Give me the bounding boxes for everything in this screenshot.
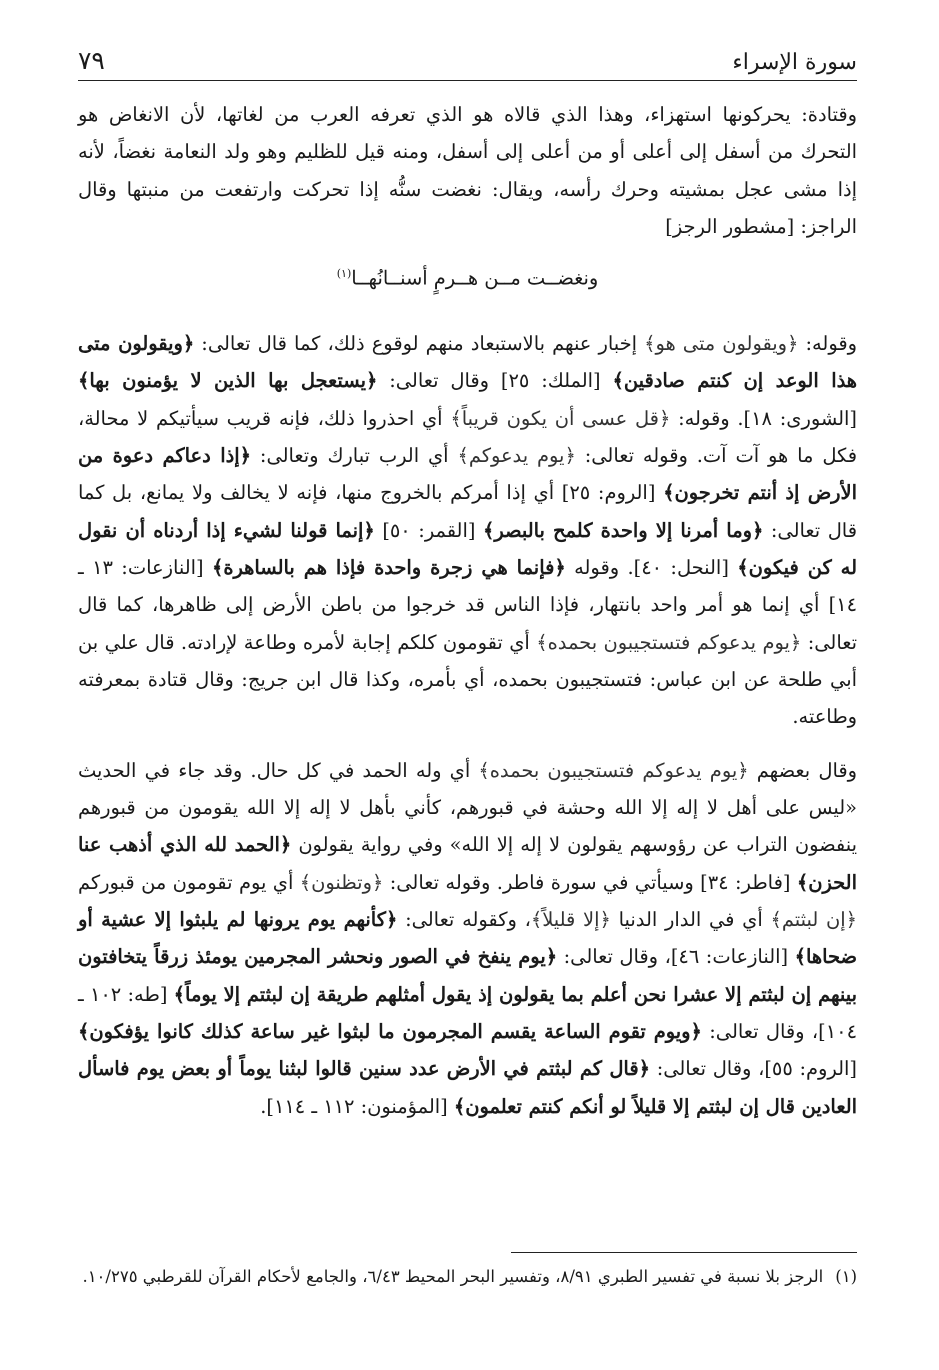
text-run: [النازعات: ٤٦]، وقال تعالى: <box>557 945 795 969</box>
text-run: أي وله الحمد في كل حال. وقد جاء في الحديث «ليس على أهل لا إله إلا الله وحشة في قبورهم، كأني بأهل لا إله إلا الله يقومون من قبورهم ينفضون التراب عن رؤوسهم يقولون لا إله إلا الله» وفي رواية يقولون <box>78 758 857 857</box>
quran-quote: ﴿إذا دعاكم دعوة من الأرض إذ أنتم تخرجون﴾ <box>78 443 857 505</box>
quran-quote: ﴿يوم ينفخ في الصور ونحشر المجرمين يومئذ زرقاً يتخافتون بينهم إن لبثتم إلا عشرا نحن أعلم بما يقولون إذ يقول أمثلهم طريقة إن لبثتم إلا يوماً﴾ <box>78 945 857 1006</box>
paragraph-1: وقتادة: يحركونها استهزاء، وهذا الذي قالاه هو الذي تعرفه العرب من لغاتها، لأن الانغاض هو التحرك من أسفل إلى أعلى أو من أعلى إلى أسفل، ومنه قيل للظليم وهو ولد النعامة نغضاً، لأنه إذا مشى عجل بمشيته وحرك رأسه، ويقال: نغضت سنُّه إذا تحركت وارتفعت من منبتها وقال الراجز: [مشطور الرجز] <box>78 103 857 239</box>
text-run: [الملك: ٢٥] وقال تعالى: <box>377 369 613 393</box>
quran-quote: ﴿إن لبثتم﴾ <box>770 908 857 931</box>
poetry-verse <box>78 255 857 296</box>
text-run: أي احذروا ذلك، فإنه قريب سيأتيكم لا محالة، فكل ما هو آت آت. وقوله تعالى: <box>78 406 857 467</box>
footnote-reference: (١) <box>336 267 352 281</box>
quran-quote: ﴿قال كم لبثتم في الأرض عدد سنين قالوا لبثنا يوماً أو بعض يوم فاسأل العادين قال إن لبثتم إلا قليلاً لو أنكم كنتم تعلمون﴾ <box>78 1057 857 1118</box>
paragraph-3 <box>78 752 857 1125</box>
quran-quote: ﴿ويوم تقوم الساعة يقسم المجرمون ما لبثوا غير ساعة كذلك كانوا يؤفكون﴾ <box>78 1020 702 1044</box>
text-run: ، وكقوله تعالى: <box>397 908 531 931</box>
quran-quote: ﴿وتظنون﴾ <box>299 870 384 894</box>
quran-quote: ﴿الحمد لله الذي أذهب عنا الحزن﴾ <box>78 833 857 894</box>
text-run: إخبار عنهم بالاستبعاد منهم لوقوع ذلك، كما قال تعالى: <box>194 331 645 355</box>
page-number: ٧٩ <box>78 46 105 75</box>
text-run: أي تقومون كلكم إجابة لأمره وطاعة لإرادته. قال علي بن أبي طلحة عن ابن عباس: فتستجيبون بحمده، أي بأمره، وكذا قال ابن جريج: وقال قتادة بمعرفته وطاعته. <box>78 630 857 729</box>
text-run: [المؤمنون: ١١٢ ـ ١١٤]. <box>260 1094 454 1118</box>
text-run: [النازعات: ١٣ ـ ١٤] أي إنما هو أمر واحد بانتهار، فإذا الناس قد خرجوا من باطن الأرض إلى ظاهرها، كما قال تعالى: <box>78 555 857 654</box>
text-run: [الشورى: ١٨]. وقوله: <box>670 406 857 430</box>
quran-quote: ﴿ويقولون متى هو﴾ <box>644 331 799 355</box>
text-run: وقال بعضهم <box>748 758 857 782</box>
surah-title: سورة الإسراء <box>732 50 857 75</box>
footnote-text: الرجز بلا نسبة في تفسير الطبري ٨/٩١، وتفسير البحر المحيط ٦/٤٣، والجامع لأحكام القرآن للقرطبي ١٠/٢٧٥. <box>82 1267 824 1286</box>
quran-quote: ﴿فإنما هي زجرة واحدة فإذا هم بالساهرة﴾ <box>211 555 566 579</box>
text-run: [فاطر: ٣٤] وسيأتي في سورة فاطر. وقوله تعالى: <box>383 870 797 894</box>
text-run: [القمر: ٥٠] <box>374 518 483 542</box>
text-run: [الروم: ٢٥] أي إذا أمركم بالخروج منها، فإنه لا يخالف ولا يمانع، بل كما قال تعالى: <box>78 481 857 542</box>
text-run: أي في الدار الدنيا <box>610 908 771 931</box>
text-run: [طه: ١٠٢ ـ ١٠٤]، وقال تعالى: <box>78 982 857 1044</box>
text-run: [الروم: ٥٥]، وقال تعالى: <box>649 1057 857 1081</box>
text-run: أي يوم تقومون من قبوركم <box>78 870 300 894</box>
main-text <box>78 96 857 1125</box>
quran-quote: ﴿إنما قولنا لشيء إذا أردناه أن نقول له كن فيكون﴾ <box>78 518 857 579</box>
verse-text: ونغضــت مــن هــرمٍ أسنــانُهــا <box>351 266 599 290</box>
quran-quote: ﴿يوم يدعوكم فتستجيبون بحمده﴾ <box>536 630 802 654</box>
text-run: أي الرب تبارك وتعالى: <box>251 443 458 467</box>
quran-quote: ﴿كأنهم يوم يرونها لم يلبثوا إلا عشية أو ضحاها﴾ <box>78 908 857 969</box>
quran-quote: ﴿وما أمرنا إلا واحدة كلمح بالبصر﴾ <box>482 518 764 542</box>
running-header <box>78 46 857 81</box>
quran-quote: ﴿قل عسى أن يكون قريباً﴾ <box>450 406 671 430</box>
footnote <box>78 1262 857 1292</box>
quran-quote: ﴿يوم يدعوكم فتستجيبون بحمده﴾ <box>478 758 749 782</box>
quran-quote: ﴿إلا قليلاً﴾ <box>530 908 611 931</box>
paragraph-2 <box>78 325 857 736</box>
text-run: وقوله: <box>798 331 857 355</box>
text-run: [النحل: ٤٠]. وقوله <box>565 555 738 579</box>
footnote-separator <box>511 1252 857 1253</box>
quran-quote: ﴿يوم يدعوكم﴾ <box>457 443 576 467</box>
quran-quote: ﴿يستعجل بها الذين لا يؤمنون بها﴾ <box>78 369 378 393</box>
footnote-number: (١) <box>835 1267 857 1286</box>
quran-quote: ﴿ويقولون متى هذا الوعد إن كنتم صادقين﴾ <box>78 331 858 393</box>
